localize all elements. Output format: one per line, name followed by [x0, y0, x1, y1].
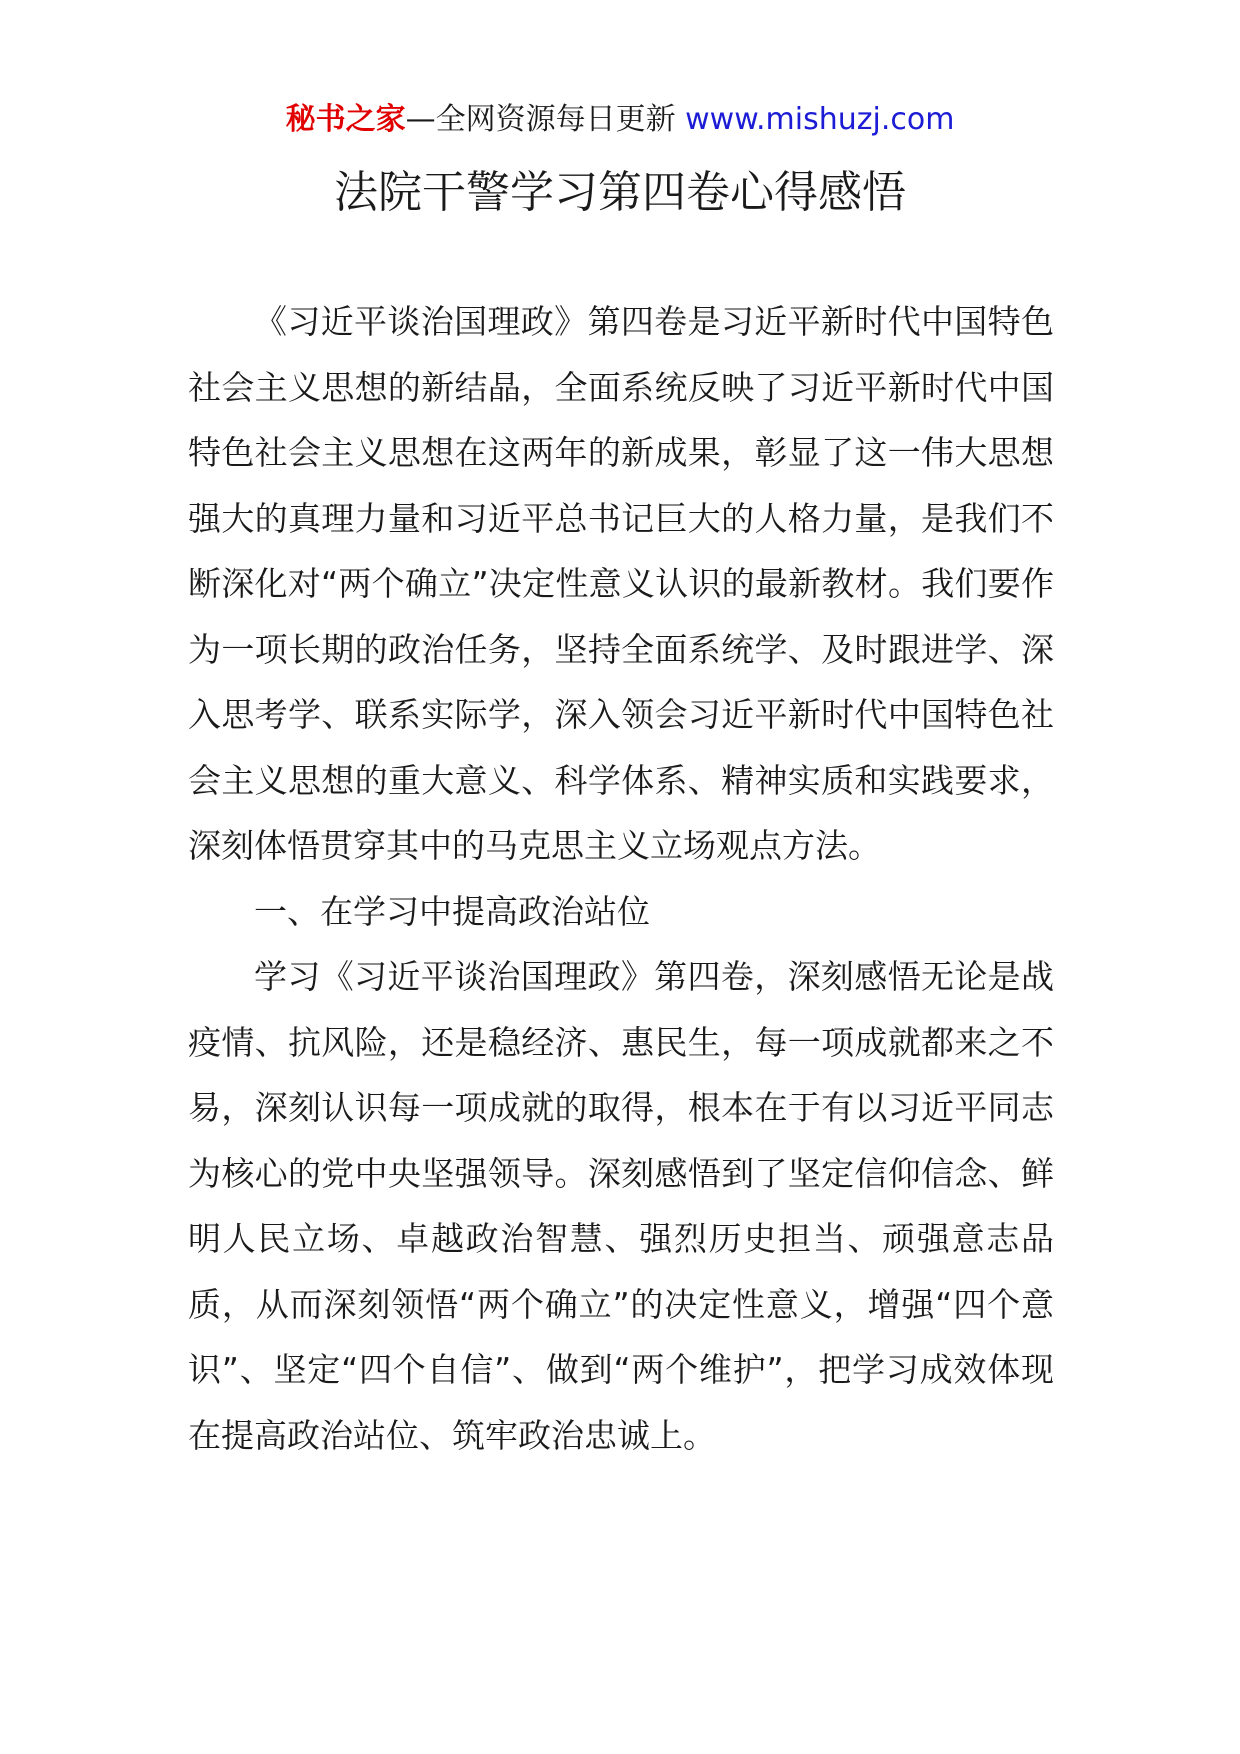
site-header	[0, 100, 1240, 140]
paragraph-section-one: 学习《习近平谈治国理政》第四卷，深刻感悟无论是战疫情、抗风险，还是稳经济、惠民生，每一项成就都来之不易，深刻认识每一项成就的取得，根本在于有以习近平同志为核心的党中央坚强领导。深刻感悟到了坚定信仰信念、鲜明人民立场、卓越政治智慧、强烈历史担当、顽强意志品质，从而深刻领悟“两个确立”的决定性意义，增强“四个意识”、坚定“四个自信”、做到“两个维护”，把学习成效体现在提高政治站位、筑牢政治忠诚上。	[188, 957, 1054, 1455]
section-heading: 一、在学习中提高政治站位	[254, 891, 650, 931]
document-body	[188, 289, 1054, 1468]
document-title: 法院干警学习第四卷心得感悟	[334, 167, 906, 218]
site-brand: 秘书之家	[285, 102, 406, 137]
paragraph-intro: 《习近平谈治国理政》第四卷是习近平新时代中国特色社会主义思想的新结晶，全面系统反映了习近平新时代中国特色社会主义思想在这两年的新成果，彰显了这一伟大思想强大的真理力量和习近平总书记巨大的人格力量，是我们不断深化对“两个确立”决定性意义认识的最新教材。我们要作为一项长期的政治任务，坚持全面系统学、及时跟进学、深入思考学、联系实际学，深入领会习近平新时代中国特色社会主义思想的重大意义、科学体系、精神实质和实践要求，深刻体悟贯穿其中的马克思主义立场观点方法。	[188, 302, 1054, 865]
site-url-link[interactable]: www.mishuzj.com	[685, 102, 955, 137]
site-tagline: —全网资源每日更新	[405, 102, 686, 137]
